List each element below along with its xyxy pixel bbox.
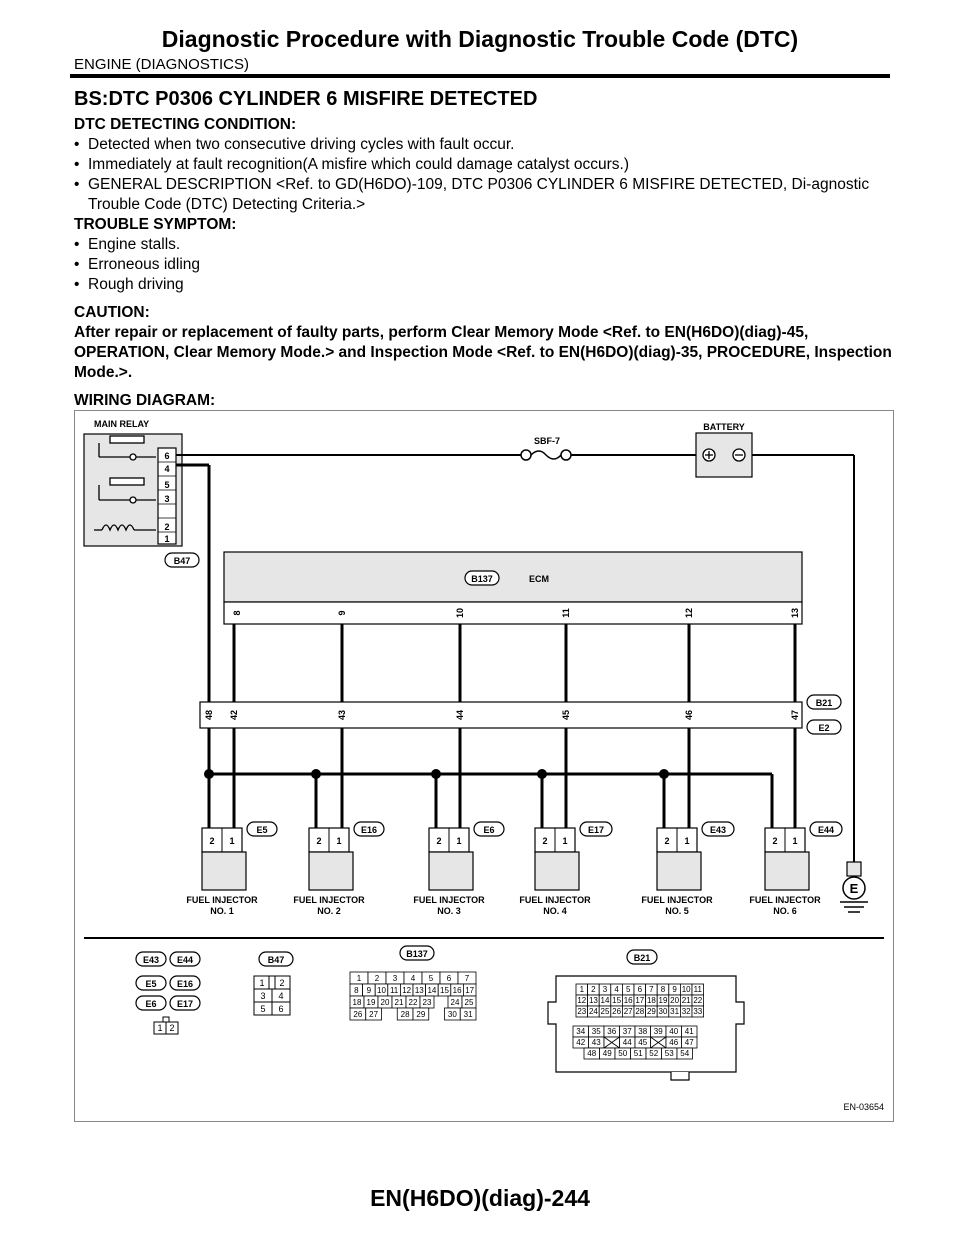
svg-text:E43: E43 [709, 825, 727, 835]
pin-number: 28 [400, 1010, 410, 1019]
svg-text:2: 2 [169, 1023, 175, 1033]
pin-number: 50 [618, 1049, 628, 1058]
b137-connector-face [350, 972, 476, 1020]
pin-number: 16 [452, 986, 462, 995]
pin-number: 52 [649, 1049, 659, 1058]
svg-text:E16: E16 [176, 979, 194, 989]
svg-text:E43: E43 [142, 955, 160, 965]
svg-text:2: 2 [664, 836, 670, 846]
pin-number: 3 [602, 985, 608, 994]
pin-number: 25 [464, 998, 474, 1007]
page-header-title: Diagnostic Procedure with Diagnostic Trouble Code (DTC) [161, 26, 799, 52]
svg-text:E6: E6 [483, 825, 495, 835]
pin-number: 6 [446, 974, 452, 983]
b21-pin: 46 [684, 709, 694, 721]
svg-text:E16: E16 [360, 825, 378, 835]
wiring-diagram-label: WIRING DIAGRAM: [74, 392, 216, 409]
pin-number: 26 [612, 1007, 622, 1016]
svg-text:1: 1 [229, 836, 235, 846]
pin-number: 4 [614, 985, 619, 994]
ecm-pin: 9 [337, 610, 347, 616]
pin-number: 53 [664, 1049, 674, 1058]
pin-number: 15 [612, 996, 622, 1005]
battery-label: BATTERY [703, 422, 745, 432]
pin-number: 34 [576, 1027, 586, 1036]
svg-text:E5: E5 [145, 979, 157, 989]
pin-number: 25 [600, 1007, 610, 1016]
pin-number: 21 [681, 996, 691, 1005]
pin-number: 17 [465, 986, 475, 995]
pin-number: 21 [394, 998, 404, 1007]
pin-number: 19 [366, 998, 376, 1007]
pin-number: 12 [577, 996, 587, 1005]
pin-number: 26 [353, 1010, 363, 1019]
svg-text:FUEL INJECTOR: FUEL INJECTOR [186, 895, 258, 905]
svg-text:2: 2 [316, 836, 322, 846]
pin-number: 15 [440, 986, 449, 995]
pin-number: 14 [600, 996, 610, 1005]
svg-text:4: 4 [278, 991, 284, 1001]
pin-number: 39 [653, 1027, 663, 1036]
pin-number: 8 [354, 986, 359, 995]
pin-number: 23 [422, 998, 432, 1007]
relay-pin: 3 [164, 494, 170, 504]
svg-text:NO. 5: NO. 5 [665, 906, 689, 916]
page-header-subtitle: ENGINE (DIAGNOSTICS) [74, 56, 250, 73]
svg-text:E44: E44 [176, 955, 194, 965]
pin-number: 20 [670, 996, 680, 1005]
pin-number: 2 [591, 985, 596, 994]
caution-label: CAUTION: [74, 304, 150, 321]
relay-pin: 4 [164, 464, 170, 474]
relay-pin: 6 [164, 451, 170, 461]
pin-number: 5 [428, 974, 434, 983]
svg-text:1: 1 [259, 978, 265, 988]
pin-number: 17 [635, 996, 645, 1005]
svg-text:5: 5 [260, 1004, 266, 1014]
svg-text:FUEL INJECTOR: FUEL INJECTOR [749, 895, 821, 905]
pin-number: 11 [389, 986, 399, 995]
pin-number: 12 [402, 986, 412, 995]
wiring-diagram [74, 410, 894, 1122]
ecm-pin: 11 [561, 608, 571, 618]
b21-connector-label: B21 [815, 698, 833, 708]
pin-number: 18 [352, 998, 362, 1007]
page-footer: EN(H6DO)(diag)-244 [370, 1185, 590, 1211]
b47-connector-label: B47 [173, 556, 191, 566]
pin-number: 36 [607, 1027, 617, 1036]
svg-text:FUEL INJECTOR: FUEL INJECTOR [519, 895, 591, 905]
dtc-condition-item: • GENERAL DESCRIPTION <Ref. to GD(H6DO)-109, DTC P0306 CYLINDER 6 MISFIRE DETECTED, Di-agnostic Trouble Code (DTC) Detecting Criteria.> [74, 176, 870, 213]
svg-text:2: 2 [209, 836, 215, 846]
pin-number: 1 [356, 974, 362, 983]
pin-number: 14 [427, 986, 437, 995]
svg-text:NO. 1: NO. 1 [210, 906, 234, 916]
pin-number: 10 [681, 985, 691, 994]
pin-number: 23 [577, 1007, 587, 1016]
ecm-label: ECM [529, 574, 549, 584]
b137-connector-label: B137 [471, 574, 493, 584]
svg-text:B137: B137 [406, 949, 428, 959]
pin-number: 3 [392, 974, 398, 983]
pin-number: 51 [633, 1049, 643, 1058]
e2-connector-label: E2 [818, 723, 830, 733]
b21-connector-face [548, 976, 744, 1080]
dtc-condition-item: • Immediately at fault recognition(A misfire which could damage catalyst occurs.) [74, 156, 630, 173]
pin-number: 22 [693, 996, 703, 1005]
svg-text:2: 2 [772, 836, 778, 846]
svg-text:E17: E17 [587, 825, 605, 835]
pin-number: 30 [447, 1010, 457, 1019]
svg-text:NO. 3: NO. 3 [437, 906, 461, 916]
ecm-pin: 13 [790, 607, 800, 619]
pin-number: 30 [658, 1007, 668, 1016]
relay-pin: 5 [164, 480, 170, 490]
main-relay-label: MAIN RELAY [94, 419, 150, 429]
pin-number: 22 [408, 998, 418, 1007]
svg-text:NO. 4: NO. 4 [543, 906, 567, 916]
svg-text:B47: B47 [267, 955, 285, 965]
pin-number: 20 [380, 998, 390, 1007]
pin-number: 47 [684, 1038, 694, 1047]
b47-connector-face [254, 976, 290, 1015]
fuse-label: SBF-7 [533, 436, 561, 446]
pin-number: 6 [637, 985, 643, 994]
svg-text:E17: E17 [176, 999, 194, 1009]
pin-number: 54 [680, 1049, 690, 1058]
pin-number: 27 [369, 1010, 379, 1019]
section-title: BS:DTC P0306 CYLINDER 6 MISFIRE DETECTED [74, 88, 538, 110]
pin-number: 7 [464, 974, 470, 983]
b21-pin: 43 [337, 709, 347, 721]
svg-text:1: 1 [456, 836, 462, 846]
pin-number: 37 [622, 1027, 632, 1036]
ecm-box [224, 552, 802, 602]
pin-number: 43 [591, 1038, 601, 1047]
symptom-item: • Rough driving [74, 276, 184, 293]
svg-text:2: 2 [436, 836, 442, 846]
pin-number: 44 [622, 1038, 632, 1047]
content [74, 88, 894, 411]
pin-number: 1 [579, 985, 585, 994]
svg-text:NO. 6: NO. 6 [773, 906, 797, 916]
svg-text:6: 6 [278, 1004, 284, 1014]
pin-number: 8 [660, 985, 666, 994]
relay-pin: 2 [164, 522, 170, 532]
b21-pin: 48 [204, 709, 214, 721]
svg-text:1: 1 [336, 836, 342, 846]
svg-text:FUEL INJECTOR: FUEL INJECTOR [413, 895, 485, 905]
pin-number: 11 [693, 985, 702, 994]
svg-text:FUEL INJECTOR: FUEL INJECTOR [641, 895, 713, 905]
pin-number: 35 [591, 1027, 601, 1036]
pin-number: 10 [377, 986, 386, 995]
svg-text:FUEL INJECTOR: FUEL INJECTOR [293, 895, 365, 905]
pin-number: 28 [635, 1007, 645, 1016]
svg-text:2: 2 [542, 836, 548, 846]
pin-number: 13 [588, 996, 598, 1005]
pin-number: 4 [410, 974, 416, 983]
relay-pin: 1 [164, 534, 170, 544]
header-rule [70, 74, 890, 78]
dtc-condition-item: • Detected when two consecutive driving cycles with fault occur. [74, 136, 515, 153]
pin-number: 18 [646, 996, 656, 1005]
pin-number: 29 [646, 1007, 656, 1016]
pin-number: 24 [588, 1007, 598, 1016]
b21-pin: 44 [455, 709, 465, 721]
pin-number: 24 [450, 998, 460, 1007]
pin-number: 7 [649, 985, 654, 994]
svg-text:B21: B21 [633, 953, 651, 963]
b21-pin: 45 [561, 709, 571, 721]
pin-number: 42 [576, 1038, 586, 1047]
b21-pin: 47 [790, 709, 800, 721]
trouble-symptom-label: TROUBLE SYMPTOM: [74, 216, 237, 233]
pin-number: 38 [638, 1027, 648, 1036]
pin-number: 5 [625, 985, 631, 994]
pin-number: 32 [681, 1007, 691, 1016]
pin-number: 45 [638, 1038, 648, 1047]
svg-text:1: 1 [157, 1023, 163, 1033]
svg-text:2: 2 [279, 978, 285, 988]
svg-text:E6: E6 [145, 999, 157, 1009]
pin-number: 16 [623, 996, 633, 1005]
svg-text:1: 1 [562, 836, 568, 846]
wiring-diagram-svg [74, 410, 894, 1122]
ecm-pin: 12 [684, 607, 694, 619]
svg-text:NO. 2: NO. 2 [317, 906, 341, 916]
svg-text:E44: E44 [817, 825, 835, 835]
pin-number: 19 [658, 996, 668, 1005]
pin-number: 46 [669, 1038, 679, 1047]
pin-number: 31 [670, 1007, 680, 1016]
pin-number: 41 [684, 1027, 694, 1036]
b21-pin: 42 [229, 709, 239, 721]
pin-number: 49 [602, 1049, 612, 1058]
pin-number: 48 [587, 1049, 597, 1058]
svg-text:E5: E5 [256, 825, 268, 835]
dtc-condition-label: DTC DETECTING CONDITION: [74, 116, 297, 133]
ground-label: E [849, 881, 859, 896]
pin-number: 27 [623, 1007, 633, 1016]
svg-text:1: 1 [684, 836, 690, 846]
figure-id: EN-03654 [843, 1102, 884, 1112]
svg-text:1: 1 [792, 836, 798, 846]
pin-number: 40 [669, 1027, 679, 1036]
symptom-item: • Engine stalls. [74, 236, 181, 253]
svg-text:3: 3 [260, 991, 266, 1001]
pin-number: 13 [414, 986, 424, 995]
pin-number: 29 [416, 1010, 426, 1019]
pin-number: 33 [693, 1007, 703, 1016]
pin-number: 9 [366, 986, 372, 995]
caution-text: After repair or replacement of faulty parts, perform Clear Memory Mode <Ref. to EN(H6DO)(diag)-45, OPERATION, Clear Memory Mode.> and Inspection Mode <Ref. to EN(H6DO)(diag)-35, PROCEDURE, Inspection Mode.>. [74, 324, 892, 381]
pin-number: 2 [374, 974, 380, 983]
ecm-pin: 10 [455, 607, 465, 619]
pin-number: 9 [672, 985, 677, 994]
pin-number: 31 [463, 1010, 473, 1019]
ecm-pin: 8 [232, 610, 242, 616]
symptom-item: • Erroneous idling [74, 256, 201, 273]
